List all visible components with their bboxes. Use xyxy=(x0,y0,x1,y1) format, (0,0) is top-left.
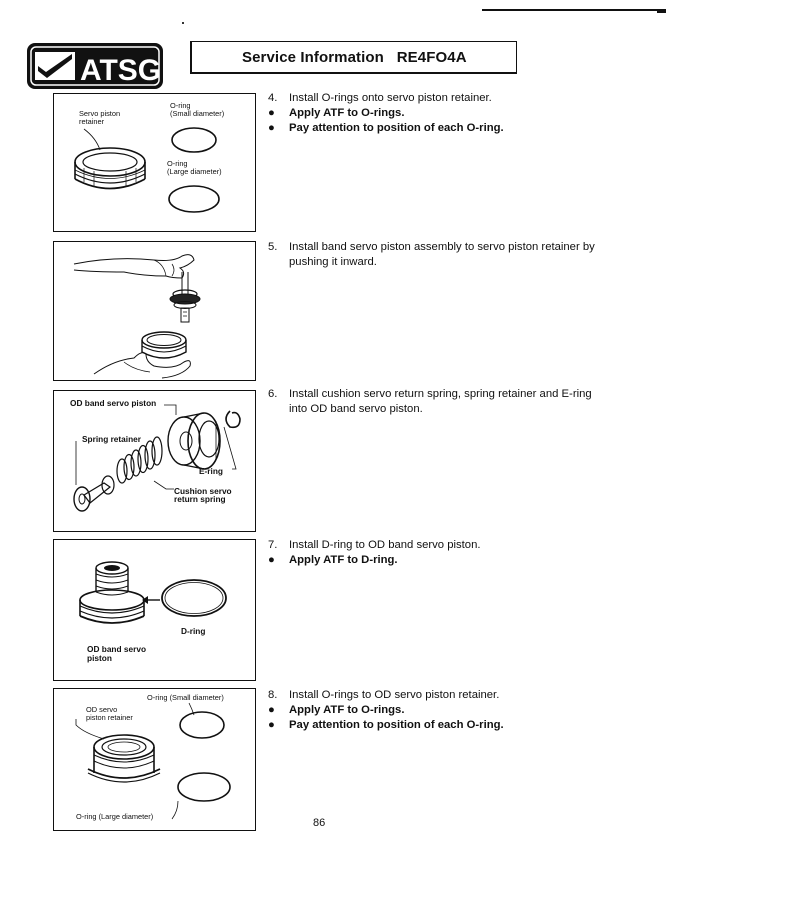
bullet-dot: ● xyxy=(268,704,275,716)
label-large-diameter: (Large diameter) xyxy=(167,167,222,176)
step-text: Install O-rings to OD servo piston retainer. xyxy=(289,689,500,701)
figure-servo-piston-retainer xyxy=(53,93,256,232)
label-servo-piston: Servo piston xyxy=(79,109,121,118)
label-cushion-servo: Cushion servo xyxy=(174,486,232,496)
step-text: Install O-rings onto servo piston retainer. xyxy=(289,92,492,104)
page-title: Service Information RE4FO4A xyxy=(242,49,467,66)
page-number: 86 xyxy=(313,817,326,829)
bullet-text: Pay attention to position of each O-ring. xyxy=(289,122,504,134)
bullet-text: Pay attention to position of each O-ring. xyxy=(289,719,504,731)
step-text-line-1: Install cushion servo return spring, spring retainer and E-ring xyxy=(289,388,592,400)
label-o-ring-small-diameter: O-ring (Small diameter) xyxy=(147,693,224,702)
step-number: 5. xyxy=(268,241,278,253)
bullet-text: Apply ATF to O-rings. xyxy=(289,107,405,119)
od-servo-retainer-illustration xyxy=(54,689,255,830)
step-number: 7. xyxy=(268,539,278,551)
figure-install-band-servo xyxy=(53,241,256,381)
step-number: 6. xyxy=(268,388,278,400)
bullet-dot: ● xyxy=(268,554,275,566)
label-spring-retainer: Spring retainer xyxy=(82,434,142,444)
atsg-logo xyxy=(26,42,164,90)
label-piston-retainer: piston retainer xyxy=(86,713,133,722)
label-o-ring-small: O-ring xyxy=(170,101,191,110)
step-text-line-2: pushing it inward. xyxy=(289,256,377,268)
step-text: Install D-ring to OD band servo piston. xyxy=(289,539,481,551)
bullet-text: Apply ATF to O-rings. xyxy=(289,704,405,716)
label-piston: piston xyxy=(87,653,112,663)
bullet-dot: ● xyxy=(268,122,275,134)
step-number: 4. xyxy=(268,92,278,104)
hands-pushing-piston-illustration xyxy=(54,242,255,380)
figure-od-band-servo-piston-parts xyxy=(53,390,256,532)
label-e-ring: E-ring xyxy=(199,466,223,476)
label-retainer: retainer xyxy=(79,117,105,126)
step-text-line-2: into OD band servo piston. xyxy=(289,403,423,415)
label-return-spring: return spring xyxy=(174,494,226,504)
label-d-ring: D-ring xyxy=(181,626,206,636)
figure-od-servo-piston-retainer xyxy=(53,688,256,831)
logo-text: ATSG xyxy=(80,54,162,87)
step-text-line-1: Install band servo piston assembly to servo piston retainer by xyxy=(289,241,595,253)
label-od-band-servo-piston: OD band servo piston xyxy=(70,398,157,408)
speck xyxy=(182,22,184,24)
label-od-servo: OD servo xyxy=(86,705,118,714)
label-o-ring-large: O-ring xyxy=(167,159,188,168)
od-piston-parts-illustration xyxy=(54,391,255,531)
bullet-text: Apply ATF to D-ring. xyxy=(289,554,398,566)
od-piston-d-ring-illustration xyxy=(54,540,255,680)
figure-od-piston-d-ring xyxy=(53,539,256,681)
step-number: 8. xyxy=(268,689,278,701)
header-rule xyxy=(482,9,666,11)
label-small-diameter: (Small diameter) xyxy=(170,109,225,118)
bullet-dot: ● xyxy=(268,107,275,119)
label-od-band-servo: OD band servo xyxy=(87,644,147,654)
bullet-dot: ● xyxy=(268,719,275,731)
label-o-ring-large-diameter: O-ring (Large diameter) xyxy=(76,812,154,821)
